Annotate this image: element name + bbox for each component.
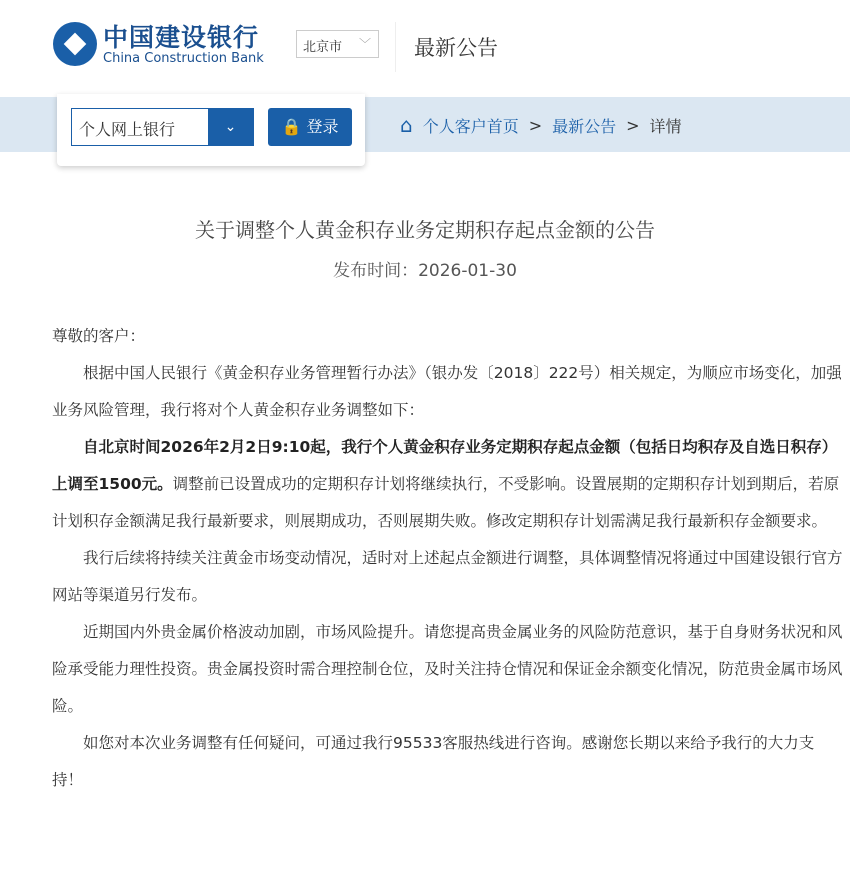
article-title: 关于调整个人黄金积存业务定期积存起点金额的公告 (195, 218, 655, 242)
city-select[interactable] (296, 30, 379, 58)
section-title: 最新公告 (414, 36, 498, 60)
banking-type-value: 个人网上银行 (79, 120, 176, 139)
lock-icon: 🔒 (281, 117, 302, 136)
logo-en-text: China Construction Bank (103, 50, 264, 66)
login-button[interactable] (268, 108, 352, 146)
paragraph: 如您对本次业务调整有任何疑问，可通过我行95533客服热线进行咨询。感谢您长期以来给予我行的大力支持！ (52, 734, 815, 789)
home-icon: ⌂ (400, 113, 413, 137)
ccb-logo-icon (53, 22, 97, 66)
divider (395, 22, 396, 72)
banking-type-select[interactable] (71, 108, 254, 146)
logo-cn-text: 中国建设银行 (103, 22, 260, 52)
chevron-down-icon[interactable]: ⌄ (208, 109, 253, 145)
breadcrumb-sep: > (528, 115, 543, 135)
breadcrumb-home[interactable]: 个人客户首页 (422, 116, 519, 136)
city-value: 北京市 (303, 40, 343, 55)
chevron-down-icon: ﹀ (358, 37, 371, 51)
notice-detail: 调整前已设置成功的定期积存计划将继续执行，不受影响。设置展期的定期积存计划到期后，若原计划积存金额满足我行最新要求，则展期成功，否则展期失败。修改定期积存计划需满足我行最新积存金额要求。 (52, 475, 840, 530)
login-label: 登录 (306, 117, 339, 136)
breadcrumb-current: 详情 (649, 116, 682, 136)
publish-date: 发布时间：2026-01-30 (333, 261, 517, 281)
paragraph: 根据中国人民银行《黄金积存业务管理暂行办法》（银办发〔2018〕222号）相关规定，为顺应市场变化，加强业务风险管理，我行将对个人黄金积存业务调整如下： (52, 364, 842, 419)
breadcrumb-notices[interactable]: 最新公告 (552, 116, 617, 136)
site-header (0, 0, 850, 96)
bold-notice: 自北京时间2026年2月2日9:10起，我行个人黄金积存业务定期积存起点金额（包括日均积存及自选日积存）上调至1500元。 (52, 438, 838, 493)
ccb-logo[interactable] (53, 22, 264, 66)
login-panel (57, 94, 365, 166)
article-body (52, 318, 844, 799)
paragraph: 我行后续将持续关注黄金市场变动情况，适时对上述起点金额进行调整，具体调整情况将通过中国建设银行官方网站等渠道另行发布。 (52, 549, 843, 604)
greeting: 尊敬的客户： (52, 327, 146, 345)
paragraph: 近期国内外贵金属价格波动加剧，市场风险提升。请您提高贵金属业务的风险防范意识，基于自身财务状况和风险承受能力理性投资。贵金属投资时需合理控制仓位，及时关注持仓情况和保证金余额变化情况，防范贵金属市场风险。 (52, 623, 843, 715)
paragraph (52, 429, 844, 540)
breadcrumb (400, 113, 682, 137)
breadcrumb-sep: > (626, 115, 640, 135)
